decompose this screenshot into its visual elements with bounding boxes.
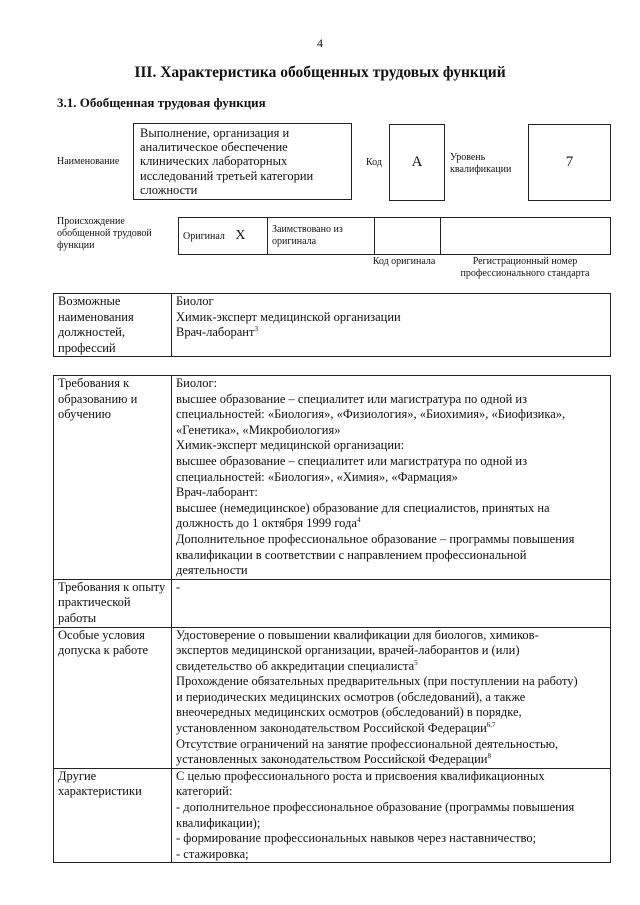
- requirement-line: и периодических медицинских осмотров (обследований), а также: [176, 689, 526, 704]
- requirement-line: высшее образование – специалитет или магистратура по одной из: [176, 453, 528, 468]
- requirement-line: установленных законодательством Российской Федерации$^8$: [176, 752, 491, 767]
- requirement-line: экспертов медицинской организации, врачей-лаборантов и (или): [176, 643, 520, 658]
- footnote-ref: 5: [414, 658, 418, 667]
- section-title: III. Характеристика обобщенных трудовых функций: [134, 64, 506, 81]
- requirement-line: Химик-эксперт медицинской организации:: [176, 438, 405, 453]
- requirement-value: [172, 376, 611, 580]
- requirement-line: специальностей: «Биология», «Химия», «Фармация»: [176, 469, 458, 484]
- reg-number-cell: [441, 218, 611, 255]
- requirement-line: высшее образование – специалитет или магистратура по одной из: [176, 391, 528, 406]
- position-item: Химик-эксперт медицинской организации: [176, 309, 401, 324]
- requirement-line: Дополнительное профессиональное образование – программы повышения: [176, 531, 575, 546]
- origin-label: Происхождение обобщенной трудовой функции: [57, 216, 152, 251]
- requirement-line: квалификации);: [176, 815, 261, 830]
- code-value-box: A: [389, 124, 445, 201]
- positions-table: [53, 293, 611, 357]
- footnote-ref: 3: [254, 325, 258, 334]
- requirement-row: [54, 627, 611, 768]
- original-label: Оригинал: [183, 230, 225, 242]
- code-original-cell: [375, 218, 441, 255]
- subsection-title: 3.1. Обобщенная трудовая функция: [57, 95, 266, 110]
- footnote-ref: 4: [356, 516, 361, 525]
- origin-table: [178, 217, 611, 255]
- requirement-value: [172, 768, 611, 863]
- requirement-line: Биолог:: [176, 376, 218, 390]
- requirement-row: [54, 376, 611, 580]
- requirement-label: Другие характеристики: [54, 768, 172, 863]
- requirement-line: специальностей: «Биология», «Физиология», «Биохимия», «Биофизика»,: [176, 407, 566, 422]
- requirement-label: Особые условия допуска к работе: [54, 627, 172, 768]
- footnote-ref: 8: [487, 752, 491, 761]
- function-name-box: Выполнение, организация и аналитическое обеспечение клинических лабораторных исследований третьей категории сложности: [133, 123, 352, 200]
- footnote-ref: 6,7: [486, 720, 496, 729]
- requirement-line: внеочередных медицинских осмотров (обследований) в порядке,: [176, 705, 522, 720]
- requirement-line: категорий:: [176, 784, 233, 799]
- requirement-line: «Генетика», «Микробиология»: [176, 422, 341, 437]
- position-item: Врач-лаборант$^3$: [176, 325, 258, 340]
- code-original-label: Код оригинала: [372, 256, 436, 267]
- requirement-line: Удостоверение о повышении квалификации для биологов, химиков-: [176, 627, 539, 642]
- requirement-line: свидетельство об аккредитации специалиста$^5$: [176, 658, 418, 673]
- requirement-value: [172, 627, 611, 768]
- requirement-row: [54, 579, 611, 627]
- requirement-value: [172, 579, 611, 627]
- original-mark: X: [235, 227, 246, 243]
- level-value-box: 7: [528, 124, 611, 201]
- requirement-line: деятельности: [176, 563, 248, 578]
- requirement-line: Врач-лаборант:: [176, 485, 258, 500]
- positions-value: [172, 294, 611, 357]
- page-number: 4: [317, 36, 323, 50]
- borrowed-cell: Заимствовано из оригинала: [268, 218, 375, 255]
- requirement-line: Прохождение обязательных предварительных (при поступлении на работу): [176, 674, 578, 689]
- requirement-line: - стажировка;: [176, 846, 249, 861]
- requirement-line: С целью профессионального роста и присвоения квалификационных: [176, 768, 545, 783]
- requirement-line: высшее (немедицинское) образование для специалистов, принятых на: [176, 500, 550, 515]
- requirement-line: должность до 1 октября 1999 года$^4$: [176, 516, 361, 531]
- requirement-label: Требования к опыту практической работы: [54, 579, 172, 627]
- requirement-label: Требования к образованию и обучению: [54, 376, 172, 580]
- code-label: Код: [366, 157, 382, 168]
- requirements-table: [53, 375, 611, 863]
- requirement-line: -: [176, 579, 181, 594]
- requirement-line: квалификации в соответствии с направлением профессиональной: [176, 547, 527, 562]
- requirement-line: - формирование профессиональных навыков через наставничество;: [176, 831, 537, 846]
- position-item: Биолог: [176, 294, 214, 308]
- positions-label: Возможные наименования должностей, профессий: [54, 294, 172, 357]
- requirement-line: Отсутствие ограничений на занятие профессиональной деятельностью,: [176, 736, 559, 751]
- requirement-line: установленном законодательством Российской Федерации$^{6,7}$: [176, 720, 496, 736]
- name-label: Наименование: [57, 156, 120, 167]
- reg-number-label: Регистрационный номер профессионального стандарта: [460, 256, 590, 279]
- level-label: Уровень квалификации: [450, 152, 512, 175]
- original-cell: [179, 218, 268, 255]
- requirement-row: [54, 768, 611, 863]
- requirement-line: - дополнительное профессиональное образование (программы повышения: [176, 800, 575, 815]
